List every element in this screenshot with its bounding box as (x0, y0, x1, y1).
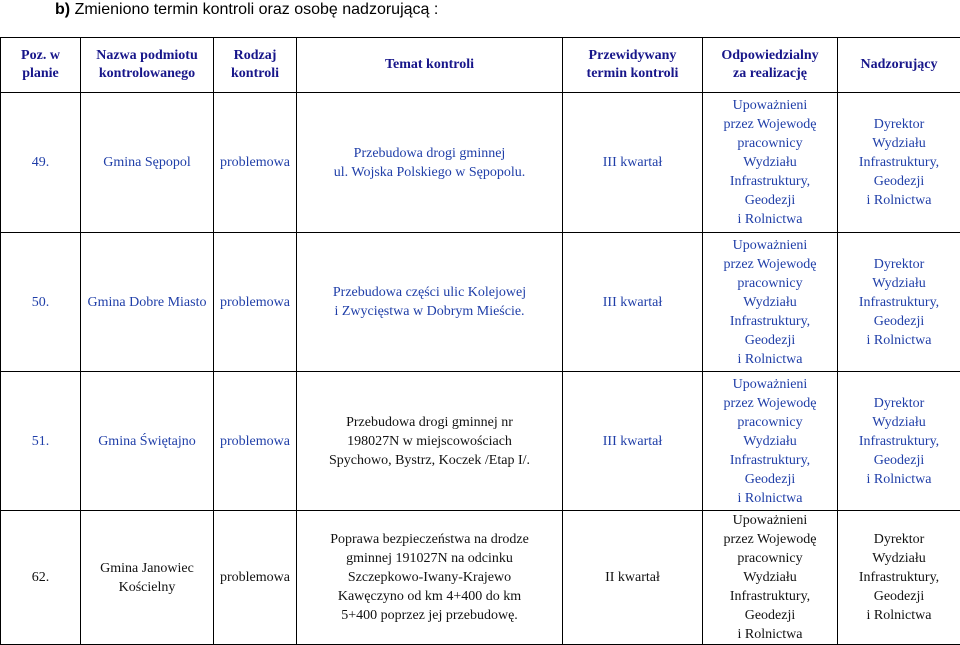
cell-type: problemowa (214, 511, 297, 645)
cell-type: problemowa (214, 233, 297, 372)
cell-topic: Przebudowa drogi gminnej ul. Wojska Polskiego w Sępopolu. (297, 93, 563, 233)
cell-entity: Gmina Janowiec Kościelny (81, 511, 214, 645)
cell-entity: Gmina Dobre Miasto (81, 233, 214, 372)
col-header-type: Rodzaj kontroli (214, 38, 297, 93)
cell-topic: Przebudowa części ulic Kolejowej i Zwycięstwa w Dobrym Mieście. (297, 233, 563, 372)
cell-type: problemowa (214, 372, 297, 511)
cell-entity: Gmina Świętajno (81, 372, 214, 511)
cell-term: III kwartał (563, 93, 703, 233)
cell-term: III kwartał (563, 372, 703, 511)
table-row (1, 93, 960, 233)
cell-position: 51. (1, 372, 81, 511)
cell-term: II kwartał (563, 511, 703, 645)
cell-topic: Poprawa bezpieczeństwa na drodze gminnej 191027N na odcinku Szczepkowo-Iwany-Krajewo Kawęczyno od km 4+400 do km 5+400 poprzez jej przebudowę. (297, 511, 563, 645)
cell-term: III kwartał (563, 233, 703, 372)
col-header-topic: Temat kontroli (297, 38, 563, 93)
cell-responsible: Upoważnieni przez Wojewodę pracownicy Wydziału Infrastruktury, Geodezji i Rolnictwa (703, 372, 838, 511)
col-header-entity: Nazwa podmiotu kontrolowanego (81, 38, 214, 93)
cell-position: 49. (1, 93, 81, 233)
cell-responsible: Upoważnieni przez Wojewodę pracownicy Wydziału Infrastruktury, Geodezji i Rolnictwa (703, 511, 838, 645)
cell-topic: Przebudowa drogi gminnej nr 198027N w miejscowościach Spychowo, Bystrz, Koczek /Etap I/. (297, 372, 563, 511)
inspection-table (0, 37, 960, 645)
cell-entity: Gmina Sępopol (81, 93, 214, 233)
cell-position: 62. (1, 511, 81, 645)
col-header-term: Przewidywany termin kontroli (563, 38, 703, 93)
col-header-supervisor: Nadzorujący (838, 38, 960, 93)
table-header-row (1, 38, 960, 93)
col-header-position: Poz. w planie (1, 38, 81, 93)
section-heading-text: Zmieniono termin kontroli oraz osobę nadzorującą : (75, 1, 439, 18)
cell-supervisor: Dyrektor Wydziału Infrastruktury, Geodezji i Rolnictwa (838, 372, 960, 511)
cell-responsible: Upoważnieni przez Wojewodę pracownicy Wydziału Infrastruktury, Geodezji i Rolnictwa (703, 93, 838, 233)
cell-type: problemowa (214, 93, 297, 233)
cell-responsible: Upoważnieni przez Wojewodę pracownicy Wydziału Infrastruktury, Geodezji i Rolnictwa (703, 233, 838, 372)
cell-supervisor: Dyrektor Wydziału Infrastruktury, Geodezji i Rolnictwa (838, 93, 960, 233)
table-row (1, 233, 960, 372)
cell-position: 50. (1, 233, 81, 372)
section-heading (55, 0, 438, 20)
section-heading-prefix: b) (55, 1, 70, 18)
table-row (1, 511, 960, 645)
cell-supervisor: Dyrektor Wydziału Infrastruktury, Geodezji i Rolnictwa (838, 233, 960, 372)
cell-supervisor: Dyrektor Wydziału Infrastruktury, Geodezji i Rolnictwa (838, 511, 960, 645)
col-header-responsible: Odpowiedzialny za realizację (703, 38, 838, 93)
table-row (1, 372, 960, 511)
